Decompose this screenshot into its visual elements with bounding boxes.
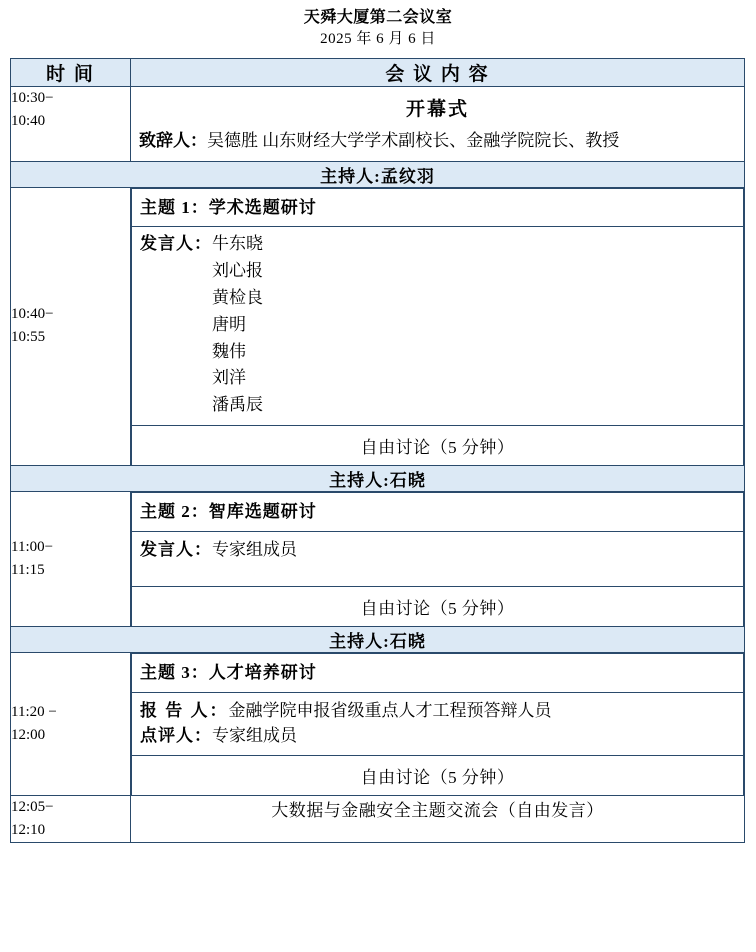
table-row bbox=[11, 795, 745, 843]
topic3-inner-table bbox=[131, 653, 744, 795]
free-discussion: 自由讨论（5 分钟） bbox=[360, 599, 515, 619]
topic2-inner-table bbox=[131, 492, 744, 626]
time-cell bbox=[11, 86, 131, 161]
report-value: 金融学院申报省级重点人才工程预答辩人员 bbox=[228, 700, 552, 720]
speech-line bbox=[131, 127, 744, 161]
free-discussion: 自由讨论（5 分钟） bbox=[360, 767, 515, 787]
time-end: 11:15 bbox=[11, 562, 45, 579]
report-label: 报 告 人： bbox=[140, 700, 229, 720]
time-start: 10:30− bbox=[11, 89, 54, 106]
time-end: 10:55 bbox=[11, 329, 46, 346]
host-cell bbox=[11, 627, 745, 653]
speaker-name: 刘心报 bbox=[212, 260, 263, 280]
time-end: 12:10 bbox=[11, 821, 46, 838]
speaker-value: 专家组成员 bbox=[212, 539, 297, 559]
column-header-time: 时 间 bbox=[11, 58, 131, 86]
topic3-reporters bbox=[132, 693, 743, 724]
speaker-label: 发言人： bbox=[140, 539, 212, 559]
speech-label: 致辞人： bbox=[139, 130, 207, 150]
comment-label: 点评人： bbox=[140, 726, 212, 746]
host-label: 主持人: bbox=[329, 632, 390, 652]
host-cell bbox=[11, 466, 745, 492]
time-start: 11:20 − bbox=[11, 703, 57, 720]
time-end: 12:00 bbox=[11, 726, 46, 743]
topic2-speakers-row bbox=[132, 531, 744, 587]
topic1-speakers bbox=[132, 227, 743, 425]
table-row bbox=[11, 492, 745, 627]
host-name: 石晓 bbox=[389, 632, 426, 652]
topic2-title: 主题 2：智库选题研讨 bbox=[140, 502, 317, 522]
topic3-title: 主题 3：人才培养研讨 bbox=[140, 663, 317, 683]
document-title: 天舜大厦第二会议室 bbox=[303, 9, 453, 26]
topic1-title: 主题 1：学术选题研讨 bbox=[140, 197, 317, 217]
topic2-speakers bbox=[132, 532, 743, 569]
time-cell bbox=[11, 492, 131, 627]
content-cell-topic2 bbox=[131, 492, 745, 627]
table-row bbox=[11, 187, 745, 466]
host-row bbox=[11, 466, 745, 492]
topic1-title-row bbox=[132, 188, 744, 227]
speaker-label: 发言人： bbox=[140, 234, 212, 254]
table-header-row bbox=[11, 58, 745, 86]
time-start: 11:00− bbox=[11, 538, 54, 555]
content-cell-topic1 bbox=[131, 187, 745, 466]
document-header bbox=[10, 6, 746, 51]
topic1-inner-table bbox=[131, 188, 744, 466]
speaker-name: 潘禹辰 bbox=[212, 395, 263, 415]
speaker-name: 牛东晓 bbox=[212, 234, 263, 254]
speech-value: 吴德胜 山东财经大学学术副校长、金融学院院长、教授 bbox=[207, 130, 620, 150]
time-cell bbox=[11, 653, 131, 796]
speaker-name: 黄检良 bbox=[212, 287, 263, 307]
host-row bbox=[11, 161, 745, 187]
host-name: 石晓 bbox=[389, 471, 426, 491]
free-discussion: 自由讨论（5 分钟） bbox=[360, 438, 515, 458]
topic3-people-row bbox=[132, 692, 744, 755]
document-date: 2025 年 6 月 6 日 bbox=[320, 31, 436, 48]
time-end: 10:40 bbox=[11, 113, 46, 130]
table-row bbox=[11, 653, 745, 796]
opening-title: 开幕式 bbox=[405, 98, 469, 120]
speaker-name-list bbox=[212, 231, 263, 419]
closing-exchange: 大数据与金融安全主题交流会（自由发言） bbox=[131, 795, 745, 843]
content-cell-opening bbox=[131, 86, 745, 161]
speaker-name: 唐明 bbox=[212, 314, 246, 334]
time-cell bbox=[11, 187, 131, 466]
topic3-free-talk-row bbox=[132, 755, 744, 795]
time-cell bbox=[11, 795, 131, 843]
topic3-title-row bbox=[132, 654, 744, 693]
column-header-content: 会 议 内 容 bbox=[131, 58, 745, 86]
topic2-free-talk-row bbox=[132, 587, 744, 627]
content-cell-topic3 bbox=[131, 653, 745, 796]
time-start: 12:05− bbox=[11, 798, 54, 815]
topic2-title-row bbox=[132, 493, 744, 532]
topic1-free-talk-row bbox=[132, 426, 744, 466]
host-row bbox=[11, 627, 745, 653]
schedule-table bbox=[10, 58, 745, 843]
host-label: 主持人: bbox=[329, 471, 390, 491]
table-row bbox=[11, 86, 745, 161]
comment-value: 专家组成员 bbox=[212, 726, 297, 746]
time-start: 10:40− bbox=[11, 306, 54, 323]
speaker-name: 刘洋 bbox=[212, 368, 246, 388]
topic3-commenters bbox=[132, 723, 743, 755]
speaker-name: 魏伟 bbox=[212, 341, 246, 361]
host-cell bbox=[11, 161, 745, 187]
host-name: 孟纹羽 bbox=[380, 166, 435, 186]
host-label: 主持人: bbox=[320, 166, 381, 186]
topic1-speakers-row bbox=[132, 227, 744, 426]
